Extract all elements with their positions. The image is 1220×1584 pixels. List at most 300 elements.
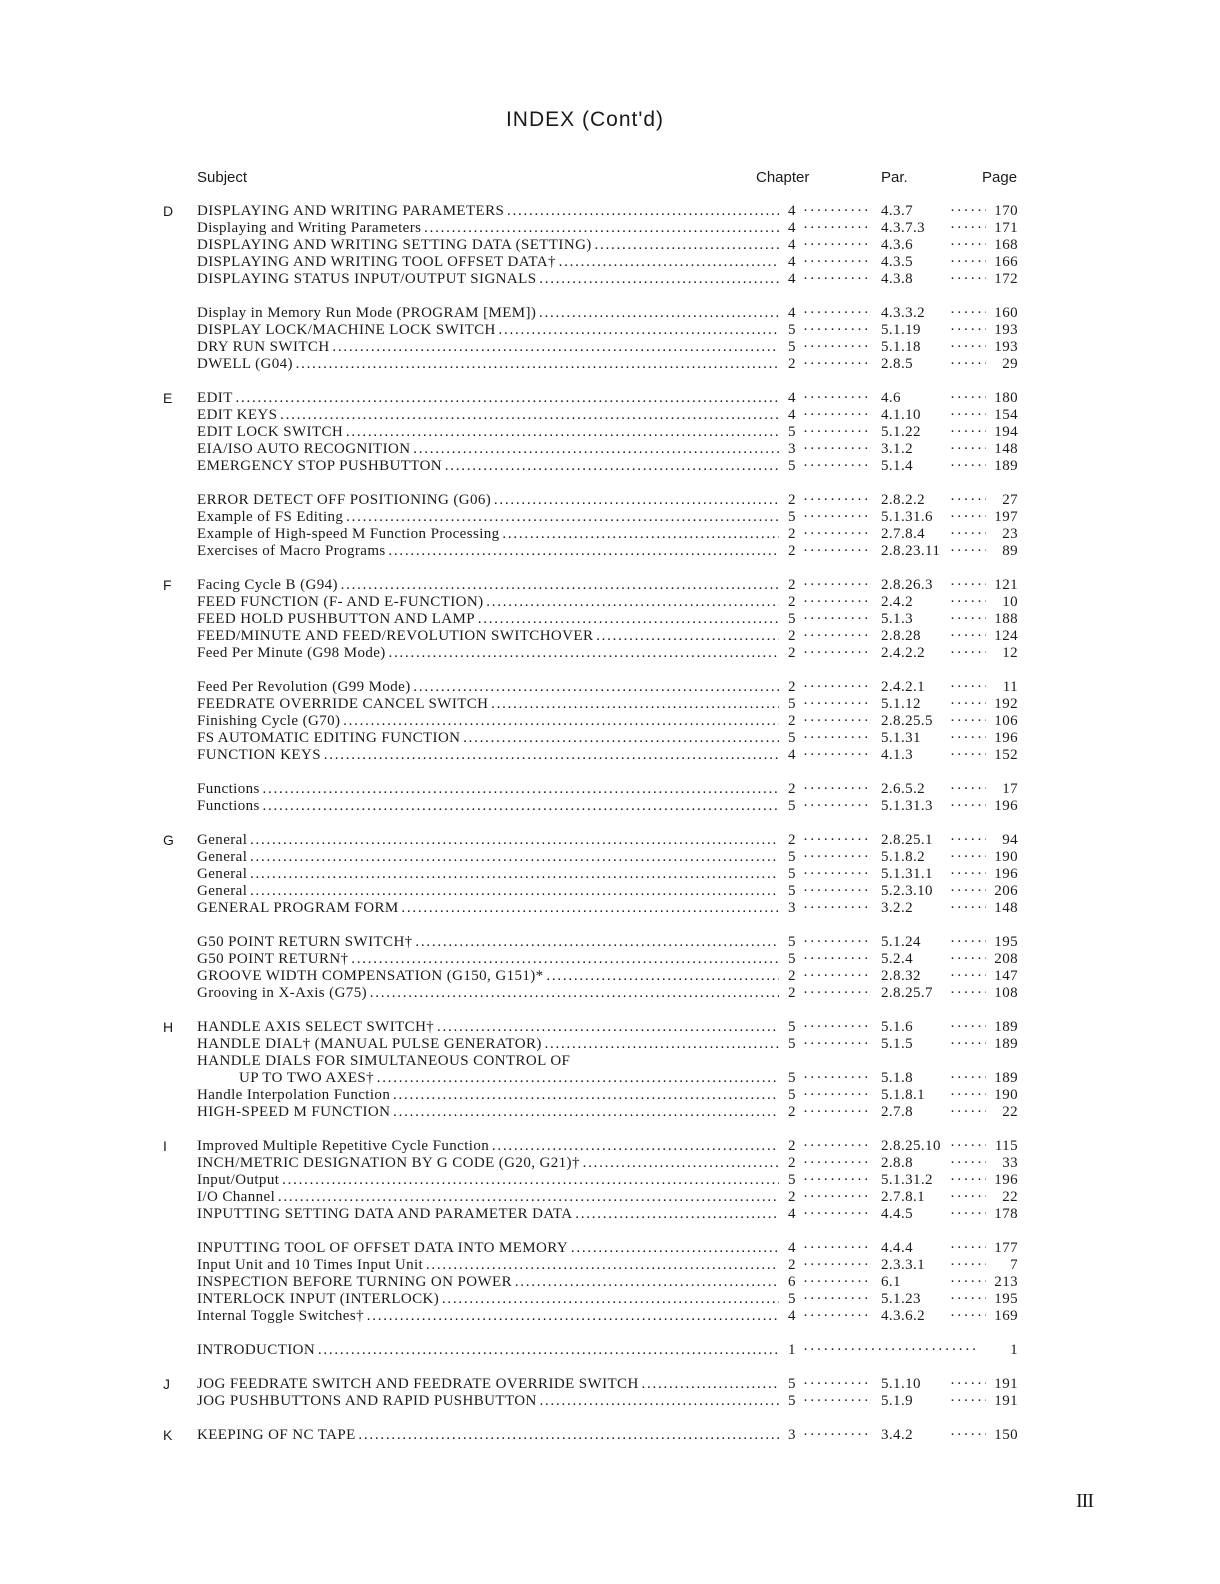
entry-page: 191 [994,1393,1018,1409]
index-entry [0,407,1220,424]
index-group [0,1342,1220,1359]
index-entry [0,798,1220,815]
entry-subject: EDIT KEYS [197,407,278,423]
leader-dots [803,492,869,509]
entry-page: 106 [994,713,1018,729]
entry-subject: Feed Per Minute (G98 Mode) [197,645,386,661]
index-entry [0,203,1220,220]
entry-subject: EDIT LOCK SWITCH [197,424,344,440]
entry-par: 5.1.12 [881,696,921,712]
entry-subject: Input/Output [197,1172,280,1188]
entry-subject: FEED FUNCTION (F- AND E-FUNCTION) [197,594,484,610]
leader-dots [803,849,869,866]
index-entry [0,458,1220,475]
index-entry [0,1257,1220,1274]
index-group [0,305,1220,373]
entry-chapter: 5 [788,883,796,899]
leader-dots [803,339,869,356]
entry-subject: DWELL (G04) [197,356,293,372]
index-entry [0,1138,1220,1155]
entry-par: 6.1 [881,1274,901,1290]
section-letter: I [163,1138,168,1154]
entry-par: 4.3.3.2 [881,305,926,321]
entry-chapter: 2 [788,356,796,372]
entry-page: 190 [994,849,1018,865]
index-entry [0,492,1220,509]
section-letter: E [163,390,173,406]
entry-subject: EDIT [197,390,233,406]
index-entry [0,900,1220,917]
index-entry [0,645,1220,662]
entry-par: 2.8.25.1 [881,832,933,848]
entry-subject: General [197,883,248,899]
index-entry [0,611,1220,628]
index-entry [0,849,1220,866]
entry-subject: DISPLAYING AND WRITING TOOL OFFSET DATA† [197,254,556,270]
entry-chapter: 2 [788,1138,796,1154]
leader-dots [803,951,869,968]
entry-par: 5.1.19 [881,322,921,338]
entry-page: 196 [994,866,1018,882]
entry-par: 2.3.3.1 [881,1257,926,1273]
entry-page: 27 [1002,492,1018,508]
entry-chapter: 5 [788,1087,796,1103]
index-entry [0,390,1220,407]
entry-par: 2.4.2.2 [881,645,926,661]
entry-chapter: 5 [788,798,796,814]
entry-page: 89 [1002,543,1018,559]
entry-subject: EIA/ISO AUTO RECOGNITION [197,441,411,457]
entry-par: 3.2.2 [881,900,913,916]
entry-chapter: 2 [788,543,796,559]
entry-chapter: 5 [788,1070,796,1086]
entry-chapter: 3 [788,1427,796,1443]
entry-page: 152 [994,747,1018,763]
entry-page: 108 [994,985,1018,1001]
entry-chapter: 4 [788,220,796,236]
entry-page: 1 [1010,1342,1018,1358]
entry-page: 193 [994,339,1018,355]
entry-page: 22 [1002,1104,1018,1120]
entry-par: 4.3.7.3 [881,220,926,236]
entry-chapter: 2 [788,1189,796,1205]
leader-dots [803,509,869,526]
entry-chapter: 4 [788,1206,796,1222]
entry-page: 171 [994,220,1018,236]
entry-subject: EMERGENCY STOP PUSHBUTTON [197,458,443,474]
entry-par: 2.8.5 [881,356,913,372]
leader-dots [803,696,869,713]
entry-page: 206 [994,883,1018,899]
entry-chapter: 4 [788,254,796,270]
entry-page: 191 [994,1376,1018,1392]
entry-subject: Improved Multiple Repetitive Cycle Function [197,1138,490,1154]
index-entry [0,424,1220,441]
index-entry [0,441,1220,458]
leader-dots [803,543,869,560]
index-entry [0,1274,1220,1291]
entry-page: 148 [994,441,1018,457]
entry-chapter: 5 [788,951,796,967]
entry-par: 2.8.26.3 [881,577,933,593]
entry-page: 189 [994,458,1018,474]
entry-subject: Displaying and Writing Parameters [197,220,422,236]
index-entry [0,696,1220,713]
entry-page: 166 [994,254,1018,270]
entry-par: 2.8.25.7 [881,985,933,1001]
entry-chapter: 4 [788,1240,796,1256]
entry-subject: INCH/METRIC DESIGNATION BY G CODE (G20, G21)† [197,1155,580,1171]
entry-subject: GROOVE WIDTH COMPENSATION (G150, G151)* [197,968,544,984]
entry-chapter: 2 [788,832,796,848]
leader-dots [803,1087,869,1104]
leader-dots [803,526,869,543]
leader-dots [803,441,869,458]
entry-par: 5.1.31.6 [881,509,933,525]
entry-subject: Facing Cycle B (G94) [197,577,338,593]
entry-par: 2.8.28 [881,628,921,644]
leader-dots [803,628,869,645]
entry-chapter: 5 [788,849,796,865]
entry-chapter: 4 [788,390,796,406]
entry-page: 22 [1002,1189,1018,1205]
entry-par: 5.1.31.2 [881,1172,933,1188]
index-entry [0,968,1220,985]
entry-page: 148 [994,900,1018,916]
entry-page: 23 [1002,526,1018,542]
entry-page: 154 [994,407,1018,423]
index-entry [0,271,1220,288]
entry-page: 115 [994,1138,1018,1154]
entry-subject: Exercises of Macro Programs [197,543,386,559]
entry-page: 208 [994,951,1018,967]
index-group [0,577,1220,662]
leader-dots [803,1019,869,1036]
index-entry [0,1036,1220,1053]
index-entry [0,1070,1220,1087]
index-entry [0,1376,1220,1393]
index-entry [0,305,1220,322]
leader-dots [803,594,869,611]
index-group [0,203,1220,288]
index-entry [0,1291,1220,1308]
entry-page: 194 [994,424,1018,440]
entry-subject: FUNCTION KEYS [197,747,321,763]
entry-subject: Example of FS Editing [197,509,344,525]
index-group [0,934,1220,1002]
leader-dots [803,1189,869,1206]
entry-subject: HIGH-SPEED M FUNCTION [197,1104,391,1120]
entry-chapter: 5 [788,1393,796,1409]
entry-subject: Internal Toggle Switches† [197,1308,364,1324]
leader-dots [803,611,869,628]
entry-par: 5.1.22 [881,424,921,440]
entry-par: 5.1.8.2 [881,849,926,865]
leader-dots [803,985,869,1002]
index-entry [0,985,1220,1002]
entry-par: 5.1.18 [881,339,921,355]
index-entry [0,951,1220,968]
entry-par: 4.3.5 [881,254,913,270]
entry-par: 2.7.8 [881,1104,913,1120]
entry-chapter: 2 [788,968,796,984]
leader-dots [803,254,869,271]
index-entry [0,781,1220,798]
entry-par: 5.1.8 [881,1070,913,1086]
entry-chapter: 2 [788,1257,796,1273]
entry-page: 196 [994,798,1018,814]
index-group [0,781,1220,815]
entry-page: 7 [1010,1257,1018,1273]
entry-par: 4.3.8 [881,271,913,287]
entry-subject: JOG FEEDRATE SWITCH AND FEEDRATE OVERRIDE SWITCH [197,1376,639,1392]
entry-chapter: 5 [788,1172,796,1188]
section-letter: G [163,832,175,848]
header-par: Par. [881,169,908,186]
index-entry [0,356,1220,373]
section-letter: K [163,1427,173,1443]
index-entry [0,1172,1220,1189]
header-page: Page [982,169,1018,186]
entry-subject: INTERLOCK INPUT (INTERLOCK) [197,1291,440,1307]
entry-subject: G50 POINT RETURN SWITCH† [197,934,413,950]
entry-subject: Grooving in X-Axis (G75) [197,985,368,1001]
index-entry [0,1104,1220,1121]
leader-dots [803,1036,869,1053]
entry-par: 3.1.2 [881,441,913,457]
entry-subject: G50 POINT RETURN† [197,951,349,967]
entry-chapter: 2 [788,628,796,644]
entry-chapter: 5 [788,339,796,355]
section-letter: H [163,1019,174,1035]
entry-subject: General [197,832,248,848]
entry-par: 2.7.8.1 [881,1189,926,1205]
entry-par: 2.7.8.4 [881,526,926,542]
index-group [0,1240,1220,1325]
entry-par: 3.4.2 [881,1427,913,1443]
entry-subject: FEED HOLD PUSHBUTTON AND LAMP [197,611,476,627]
entry-par: 2.8.2.2 [881,492,926,508]
header-chapter: Chapter [756,169,810,186]
entry-par: 2.4.2.1 [881,679,926,695]
index-group [0,1376,1220,1410]
index-entry [0,1206,1220,1223]
entry-page: 160 [994,305,1018,321]
leader-dots [803,305,869,322]
entry-chapter: 5 [788,1019,796,1035]
entry-subject: DISPLAYING AND WRITING PARAMETERS [197,203,505,219]
entry-page: 189 [994,1036,1018,1052]
entry-chapter: 4 [788,271,796,287]
entry-chapter: 5 [788,866,796,882]
leader-dots [803,781,869,798]
entry-page: 33 [1002,1155,1018,1171]
entry-subject: I/O Channel [197,1189,276,1205]
entry-par: 5.1.3 [881,611,913,627]
leader-dots [803,390,869,407]
entry-page: 177 [994,1240,1018,1256]
entry-chapter: 3 [788,441,796,457]
leader-dots [803,713,869,730]
leader-dots [803,237,869,254]
entry-page: 193 [994,322,1018,338]
entry-subject: INPUTTING TOOL OF OFFSET DATA INTO MEMORY [197,1240,569,1256]
entry-par: 5.1.5 [881,1036,913,1052]
leader-dots [803,1257,869,1274]
leader-dots [803,883,869,900]
entry-par: 4.4.4 [881,1240,913,1256]
entry-subject: FEED/MINUTE AND FEED/REVOLUTION SWITCHOVER [197,628,594,644]
index-entry [0,1393,1220,1410]
entry-page: 196 [994,1172,1018,1188]
entry-subject: Example of High-speed M Function Processing [197,526,500,542]
leader-dots [803,645,869,662]
entry-page: 180 [994,390,1018,406]
index-group [0,1427,1220,1444]
leader-dots [803,1138,869,1155]
index-group [0,679,1220,764]
leader-dots [803,203,869,220]
entry-page: 17 [1002,781,1018,797]
leader-dots [803,1291,869,1308]
leader-dots [803,407,869,424]
entry-page: 213 [994,1274,1018,1290]
entry-par: 5.2.4 [881,951,913,967]
entry-subject: ERROR DETECT OFF POSITIONING (G06) [197,492,492,508]
index-entry [0,526,1220,543]
index-group [0,1019,1220,1121]
index-entry [0,220,1220,237]
leader-dots [803,1308,869,1325]
index-entry [0,1087,1220,1104]
leader-dots [803,934,869,951]
entry-par: 2.4.2 [881,594,913,610]
index-entry [0,509,1220,526]
entry-par: 4.3.7 [881,203,913,219]
entry-page: 190 [994,1087,1018,1103]
entry-par: 5.1.10 [881,1376,921,1392]
entry-subject: HANDLE DIALS FOR SIMULTANEOUS CONTROL OF [197,1053,571,1069]
index-entry [0,934,1220,951]
entry-par: 2.6.5.2 [881,781,926,797]
entry-chapter: 5 [788,509,796,525]
entry-subject: GENERAL PROGRAM FORM [197,900,399,916]
entry-subject: Handle Interpolation Function [197,1087,391,1103]
entry-par: 5.1.6 [881,1019,913,1035]
entry-page: 170 [994,203,1018,219]
index-entry [0,747,1220,764]
entry-subject: Feed Per Revolution (G99 Mode) [197,679,411,695]
entry-page: 150 [994,1427,1018,1443]
entry-par: 2.8.25.10 [881,1138,941,1154]
section-letter: F [163,577,172,593]
index-entry [0,543,1220,560]
entry-page: 192 [994,696,1018,712]
entry-subject: DRY RUN SWITCH [197,339,330,355]
entry-chapter: 5 [788,934,796,950]
entry-par: 5.1.23 [881,1291,921,1307]
entry-par: 5.1.9 [881,1393,913,1409]
index-entry [0,237,1220,254]
entry-chapter: 4 [788,305,796,321]
entry-chapter: 2 [788,526,796,542]
entry-subject: HANDLE DIAL† (MANUAL PULSE GENERATOR) [197,1036,542,1052]
entry-chapter: 2 [788,594,796,610]
entry-chapter: 5 [788,424,796,440]
entry-page: 11 [1002,679,1018,695]
index-entry [0,628,1220,645]
index-list [0,203,1220,1461]
entry-page: 189 [994,1019,1018,1035]
entry-page: 12 [1002,645,1018,661]
index-entry [0,577,1220,594]
entry-subject: DISPLAY LOCK/MACHINE LOCK SWITCH [197,322,496,338]
entry-chapter: 5 [788,322,796,338]
index-group [0,1138,1220,1223]
entry-chapter: 5 [788,1036,796,1052]
leader-dots [803,832,869,849]
entry-subject: FS AUTOMATIC EDITING FUNCTION [197,730,461,746]
entry-page: 188 [994,611,1018,627]
entry-subject: KEEPING OF NC TAPE [197,1427,356,1443]
leader-dots [803,577,869,594]
leader-dots [803,424,869,441]
entry-par: 5.2.3.10 [881,883,933,899]
entry-chapter: 1 [788,1342,796,1358]
entry-chapter: 5 [788,458,796,474]
entry-chapter: 2 [788,781,796,797]
entry-subject: Display in Memory Run Mode (PROGRAM [MEM]) [197,305,537,321]
index-entry [0,339,1220,356]
entry-par: 2.8.8 [881,1155,913,1171]
leader-dots [803,900,869,917]
index-group [0,390,1220,475]
entry-chapter: 2 [788,577,796,593]
leader-dots [803,458,869,475]
entry-subject: JOG PUSHBUTTONS AND RAPID PUSHBUTTON [197,1393,537,1409]
index-entry [0,832,1220,849]
leader-dots [803,220,869,237]
leader-dots [803,322,869,339]
section-letter: D [163,203,174,219]
index-entry [0,1053,1220,1070]
leader-dots [803,271,869,288]
entry-par: 4.3.6.2 [881,1308,926,1324]
entry-subject: Finishing Cycle (G70) [197,713,341,729]
leader-dots [803,679,869,696]
entry-page: 189 [994,1070,1018,1086]
entry-page: 196 [994,730,1018,746]
entry-par: 4.1.10 [881,407,921,423]
entry-page: 147 [994,968,1018,984]
entry-page: 94 [1002,832,1018,848]
leader-dots [803,1427,869,1444]
entry-chapter: 2 [788,492,796,508]
entry-chapter: 2 [788,1104,796,1120]
leader-dots [803,1393,869,1410]
index-group [0,832,1220,917]
entry-subject: INSPECTION BEFORE TURNING ON POWER [197,1274,512,1290]
leader-dots [803,866,869,883]
leader-dots [803,1240,869,1257]
entry-par: 5.1.31.1 [881,866,933,882]
entry-par: 5.1.31 [881,730,921,746]
entry-chapter: 2 [788,1155,796,1171]
entry-par: 4.1.3 [881,747,913,763]
entry-page: 168 [994,237,1018,253]
entry-chapter: 4 [788,237,796,253]
index-entry [0,883,1220,900]
